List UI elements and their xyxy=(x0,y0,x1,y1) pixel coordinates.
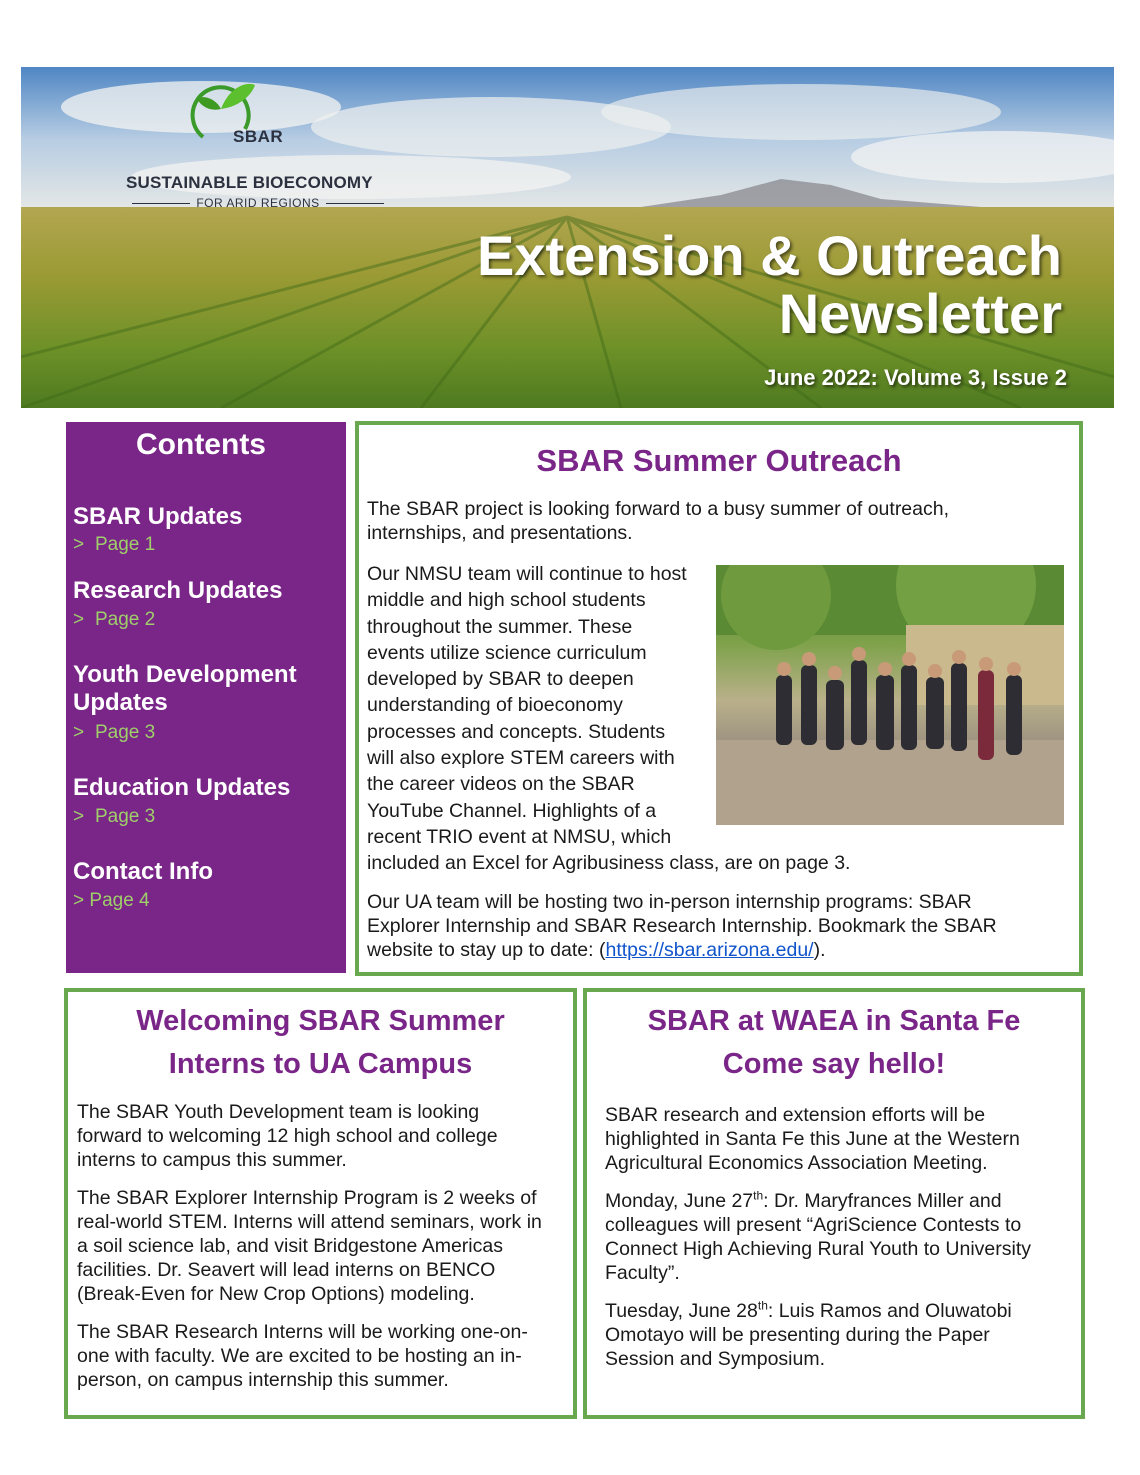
logo-organization-name: SUSTAINABLE BIOECONOMY xyxy=(126,173,373,192)
toc-item-contact-info[interactable]: Contact Info xyxy=(73,858,213,885)
students-group-photo xyxy=(716,565,1064,825)
contents-sidebar xyxy=(66,422,346,973)
waea-title: SBAR at WAEA in Santa Fe Come say hello! xyxy=(647,1005,1021,1080)
toc-item-research-updates[interactable]: Research Updates xyxy=(73,577,283,604)
welcome-paragraph-1: The SBAR Youth Development team is looking forward to welcoming 12 high school and college interns to campus this summer. xyxy=(77,1101,498,1171)
toc-page-link[interactable]: > Page 4 xyxy=(73,890,150,911)
outreach-intro: The SBAR project is looking forward to a busy summer of outreach, internships, and presentations. xyxy=(367,498,950,544)
waea-monday-paragraph: Monday, June 27th: Dr. Maryfrances Miller and colleagues will present “AgriScience Contests to Connect High Achieving Rural Youth to University Faculty”. xyxy=(605,1188,1031,1284)
logo-tagline: FOR ARID REGIONS xyxy=(125,196,391,210)
welcome-paragraph-2: The SBAR Explorer Internship Program is 2 weeks of real-world STEM. Interns will attend seminars, work in a soil science lab, and visit Bridgestone Americas facilities. Dr. Seavert will lead interns on BENCO (Break-Even for New Crop Options) modeling. xyxy=(77,1187,542,1305)
waea-tuesday-paragraph: Tuesday, June 28th: Luis Ramos and Oluwatobi Omotayo will be presenting during the Paper Session and Symposium. xyxy=(605,1298,1012,1370)
header-banner xyxy=(21,67,1114,408)
toc-page-link[interactable]: > Page 2 xyxy=(73,609,156,630)
waea-paragraph-1: SBAR research and extension efforts will be highlighted in Santa Fe this June at the Western Agricultural Economics Association Meeting. xyxy=(605,1104,1020,1174)
outreach-ua-paragraph: Our UA team will be hosting two in-person internship programs: SBAR Explorer Internship and SBAR Research Internship. Bookmark the SBAR website to stay up to date: (https://sbar.arizona.edu/). xyxy=(367,891,997,961)
outreach-nmsu-paragraph: Our NMSU team will continue to host middle and high school students throughout the summer. These events utilize science curriculum developed by SBAR to deepen understanding of bioeconomy processes and concepts. Students will also explore STEM careers with the career videos on the SBAR YouTube Channel. Highlights of a recent TRIO event at NMSU, which included an Excel for Agribusiness class, are on page 3. xyxy=(367,563,851,875)
contents-heading: Contents xyxy=(136,428,266,461)
welcoming-interns-title: Welcoming SBAR Summer Interns to UA Campus xyxy=(136,1005,505,1080)
toc-item-youth-development-updates[interactable]: Youth Development Updates xyxy=(73,661,297,716)
logo-short-name: SBAR xyxy=(233,127,284,146)
newsletter-title: Extension & Outreach Newsletter xyxy=(476,224,1062,345)
waea-santa-fe-article xyxy=(583,988,1085,1419)
sbar-website-link[interactable]: https://sbar.arizona.edu/ xyxy=(605,939,814,961)
summer-outreach-title: SBAR Summer Outreach xyxy=(536,443,902,478)
welcoming-interns-article xyxy=(64,988,577,1419)
toc-item-sbar-updates[interactable]: SBAR Updates xyxy=(73,503,243,530)
toc-page-link[interactable]: > Page 1 xyxy=(73,534,156,555)
toc-page-link[interactable]: > Page 3 xyxy=(73,722,156,743)
toc-page-link[interactable]: > Page 3 xyxy=(73,806,156,827)
toc-item-education-updates[interactable]: Education Updates xyxy=(73,774,291,801)
sbar-logo xyxy=(73,75,373,210)
welcome-paragraph-3: The SBAR Research Interns will be working one-on- one with faculty. We are excited to be hosting an in- person, on campus internship this summer. xyxy=(77,1321,528,1391)
summer-outreach-article xyxy=(355,421,1083,976)
issue-info: June 2022: Volume 3, Issue 2 xyxy=(764,365,1067,390)
